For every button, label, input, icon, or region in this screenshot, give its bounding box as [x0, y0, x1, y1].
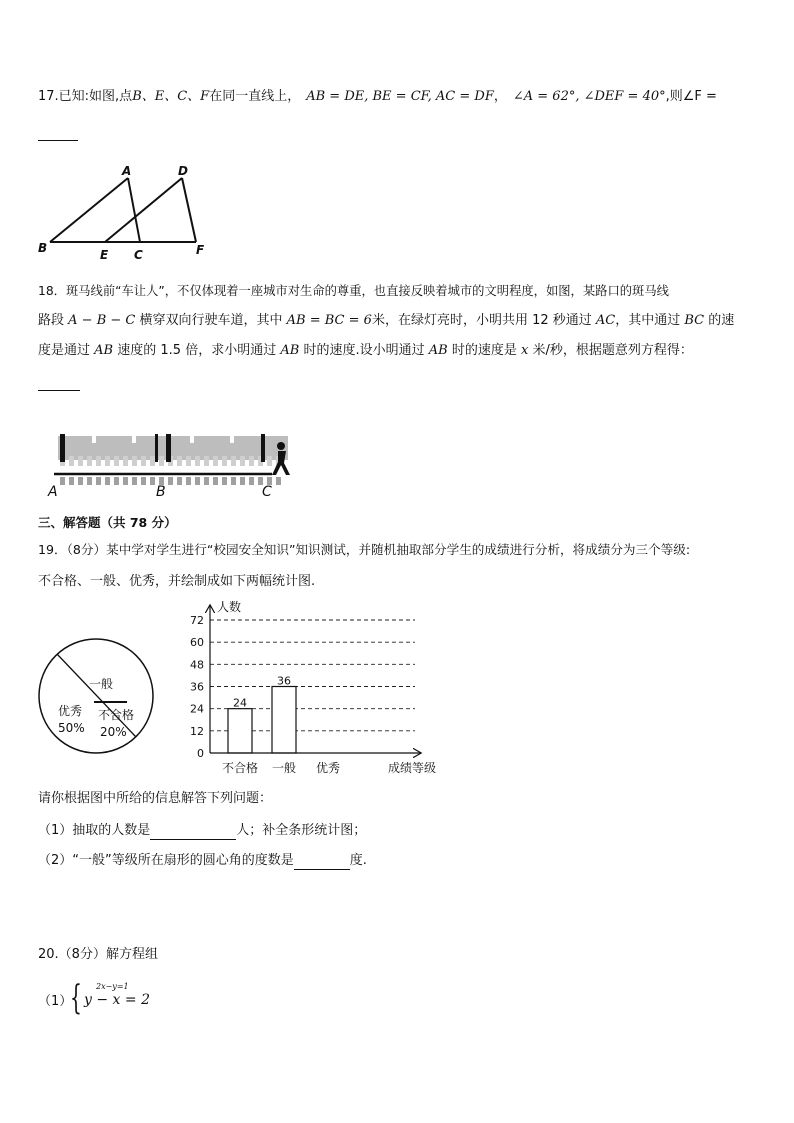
- pie-pct-excellent: 50%: [58, 721, 85, 735]
- x-category-label: 不合格: [221, 761, 259, 775]
- q19-line2: 不合格、一般、优秀，并绘制成如下两幅统计图.: [38, 574, 316, 589]
- q18-label-a: A: [48, 484, 58, 500]
- q17-label-a: A: [122, 164, 132, 178]
- q17-label-b: B: [38, 241, 48, 255]
- bar-value-label: 36: [277, 674, 291, 688]
- q20-title: 20.（8分）解方程组: [38, 947, 158, 962]
- y-tick-label: 60: [190, 636, 204, 650]
- q17-answer-blank: [38, 126, 78, 141]
- q17-line1: 17.已知:如图,点B、E、C、F在同一直线上， AB = DE, BE = CF, AC = DF， ∠A = 62°, ∠DEF = 40°,则∠F =: [38, 89, 717, 104]
- section-3-title: 三、解答题（共 78 分）: [38, 515, 177, 530]
- bar-chart-x-labels: [222, 760, 340, 775]
- q19-sub1-blank: [150, 825, 236, 840]
- q19-sub2-blank: [294, 855, 350, 870]
- bar: [272, 687, 296, 754]
- y-tick-label: 12: [190, 724, 204, 738]
- q20-small-eq: 2x−y=1: [96, 982, 129, 991]
- q17-label-d: D: [178, 164, 188, 178]
- q20-eq2: y − x = 2: [84, 992, 150, 1008]
- pie-label-general: 一般: [89, 677, 114, 691]
- q18-label-b: B: [156, 484, 166, 500]
- y-tick-label: 24: [190, 702, 204, 716]
- q20-sub-label: （1）: [38, 994, 73, 1009]
- bar-chart-y-ticks: [190, 614, 204, 760]
- q18-answer-blank: [38, 376, 80, 391]
- y-tick-label: 48: [190, 658, 204, 672]
- q18-line2: 路段 A − B − C 横穿双向行驶车道，其中 AB = BC = 6米，在绿灯亮时，小明共用 12 秒通过 AC，其中通过 BC 的速: [38, 313, 735, 328]
- q20-brace: {: [70, 978, 82, 1018]
- y-tick-label: 0: [197, 747, 204, 760]
- q17-label-f: F: [196, 243, 205, 257]
- q19-line1: 19．（8分）某中学对学生进行“校园安全知识”知识测试，并随机抽取部分学生的成绩进行分析，将成绩分为三个等级:: [38, 542, 691, 557]
- q18-crosswalk-figure: [40, 430, 300, 505]
- q19-pie-chart: [34, 636, 164, 758]
- q17-label-c: C: [134, 248, 143, 262]
- y-tick-label: 36: [190, 680, 204, 694]
- q18-label-c: C: [262, 484, 272, 500]
- bar: [228, 709, 252, 753]
- pie-label-excellent: 优秀: [58, 704, 83, 718]
- y-axis-label: 人数: [217, 600, 242, 614]
- q18-line1: 18．斑马线前“车让人”，不仅体现着一座城市对生命的尊重，也直接反映着城市的文明程度，如图，某路口的斑马线: [38, 284, 669, 298]
- pie-label-fail: 不合格: [98, 708, 135, 722]
- q19-bar-chart: [175, 598, 460, 780]
- q18-line3: 度是通过 AB 速度的 1.5 倍，求小明通过 AB 时的速度.设小明通过 AB 时的速度是 x 米/秒，根据题意列方程得：: [38, 343, 693, 358]
- pie-pct-fail: 20%: [100, 725, 127, 739]
- y-tick-label: 72: [190, 614, 204, 627]
- q17-angles: ∠A = 62°, ∠DEF = 40°: [512, 89, 666, 104]
- q17-conditions: AB = DE, BE = CF, AC = DF: [306, 89, 494, 104]
- x-category-label: 一般: [271, 761, 297, 775]
- x-category-label: 优秀: [315, 761, 341, 775]
- q19-sub2: （2）“一般”等级所在扇形的圆心角的度数是 度.: [38, 853, 367, 868]
- q19-sub1: （1）抽取的人数是 人；补全条形统计图；: [38, 823, 367, 838]
- bar-value-label: 24: [233, 696, 247, 710]
- q19-prompt: 请你根据图中所给的信息解答下列问题：: [38, 791, 273, 806]
- q17-triangle-figure: [30, 158, 220, 263]
- q17-label-e: E: [100, 248, 109, 262]
- q17-points: B、E、C、F: [132, 89, 210, 104]
- x-axis-label: 成绩等级: [388, 761, 437, 775]
